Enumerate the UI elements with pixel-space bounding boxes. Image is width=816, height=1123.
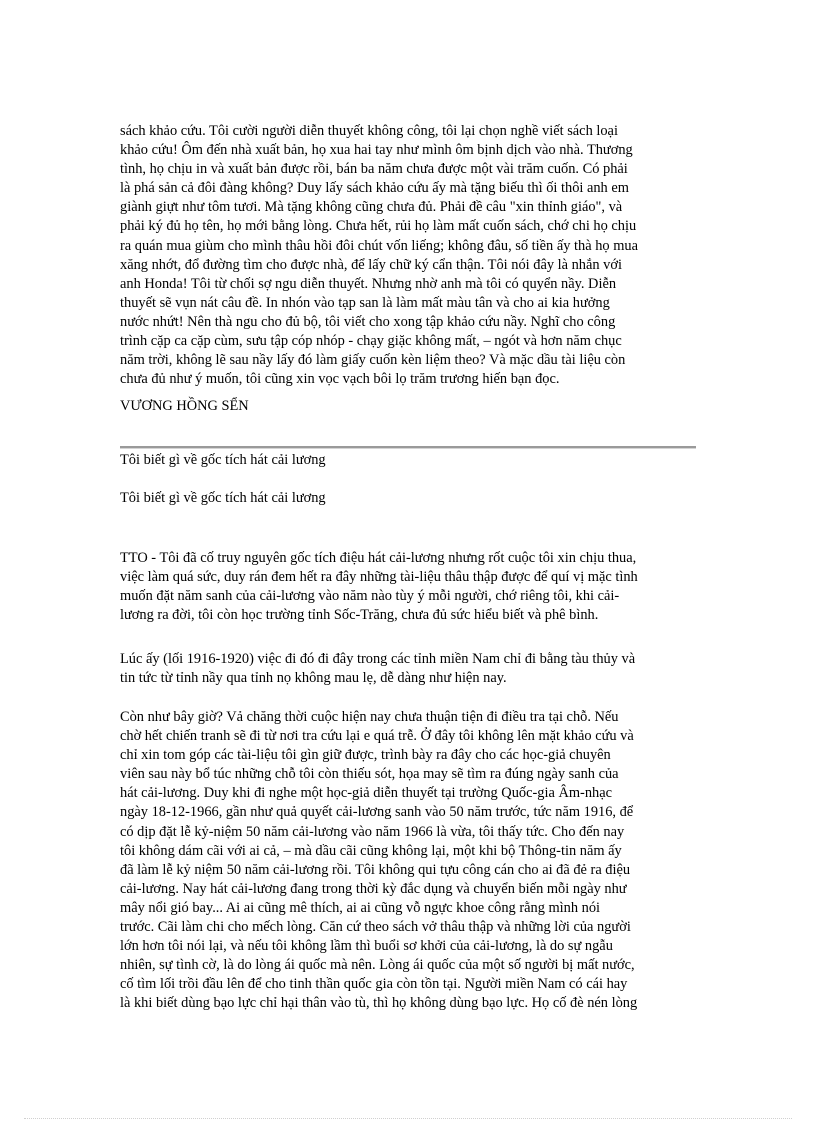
intro-paragraph: sách khảo cứu. Tôi cười người diễn thuyết không công, tôi lại chọn nghề viết sách loại khảo cứu! Ôm đến nhà xuất bản, họ xua hai tay như mình ôm bịnh dịch vào nhà. Thương tình, họ chịu in và xuất bản được rồi, bán ba năm chưa được một vài trăm cuốn. Có phải là phá sản cả đôi đàng không? Duy lấy sách khảo cứu ấy mà tặng biếu thì ối thôi anh em giành giựt như tôm tươi. Mà tặng không cũng chưa đủ. Phải đề câu "xin thỉnh giáo", và phải ký đủ họ tên, họ mới bằng lòng. Chưa hết, rủi họ làm mất cuốn sách, chớ chi họ chịu ra quán mua giùm cho mình thâu hồi đôi chút vốn liếng; không đâu, số tiền ấy thà họ mua xăng nhớt, đổ đường tìm cho được nhà, để lấy chữ ký cẩn thận. Tôi nói đây là nhắn với anh Honda! Tôi từ chối sợ ngu diễn thuyết. Nhưng nhờ anh mà tôi có quyển nầy. Diễn thuyết sẽ vụn nát câu đề. In nhón vào tạp san là làm mất màu tân và cho ai kia hưởng nước nhứt! Nên thà ngu cho đủ bộ, tôi viết cho xong tập khảo cứu nầy. Nghĩ cho công trình cặp ca cặp cùm, sưu tập cóp nhóp - chạy giặc không mất, – ngót và hơn năm chục năm trời, không lẽ sau nầy lấy đó làm giấy cuốn kèn liệm theo? Và mặc dầu tài liệu còn chưa đủ như ý muốn, tôi cũng xin vọc vạch bôi lọ trăm trương hiến bạn đọc.	[120, 123, 638, 388]
document-page	[120, 122, 696, 389]
article-paragraph-3: Còn như bây giờ? Vả chăng thời cuộc hiện nay chưa thuận tiện đi điều tra tại chỗ. Nếu chờ hết chiến tranh sẽ đi từ nơi tra cứu lại e quá trễ. Ở đây tôi không lên mặt khảo cứu và chỉ xin tom góp các tài-liệu tôi gìn giữ được, trình bày ra đây cho các học-giả chuyên viên sau này bổ túc những chỗ tôi còn thiếu sót, họa may sẽ tìm ra đúng ngày sanh của hát cải-lương. Duy khi đi nghe một học-giả diễn thuyết tại trường Quốc-gia Âm-nhạc ngày 18-12-1966, gần như quả quyết cải-lương sanh vào 50 năm trước, tức năm 1916, để có dịp đặt lễ kỷ-niệm 50 năm cải-lương vào năm 1966 là vừa, tôi thấy tức. Cho đến nay tôi không dám cãi với ai cả, – mà dầu cãi cũng không lại, một khi bộ Thông-tin năm ấy đã làm lễ kỷ niệm 50 năm cải-lương rồi. Tôi không qui tựu công cán cho ai đã đẻ ra điệu cải-lương. Nay hát cải-lương đang trong thời kỳ đắc dụng và chuyển biến mỗi ngày như mây nổi gió bay... Ai ai cũng mê thích, ai ai cũng vỗ ngực khoe công rằng mình nói trước. Cãi làm chi cho mếch lòng. Căn cứ theo sách vở thâu thập và những lời của người lớn hơn tôi nói lại, và nếu tôi không lầm thì buổi sơ khởi của cải-lương, là do sự ngẫu nhiên, sự tình cờ, là do lòng ái quốc mà nên. Lòng ái quốc của một số người bị mất nước, cố tìm lối trồi đầu lên để cho tinh thần quốc gia còn tồn tại. Người miền Nam có cái hay là khi biết dùng bạo lực chỉ hại thân vào tù, thì họ không dùng bạo lực. Họ cố đè nén lòng	[120, 709, 638, 1012]
page-bottom-border	[24, 1118, 792, 1119]
article-paragraph-2-block	[120, 650, 696, 688]
article-title-secondary: Tôi biết gì về gốc tích hát cải lương	[120, 490, 326, 506]
article-paragraph-1-block	[120, 549, 696, 625]
author-signature: VƯƠNG HỒNG SỂN	[120, 398, 249, 414]
horizontal-divider	[120, 446, 696, 449]
article-paragraph-3-block	[120, 708, 696, 1014]
article-paragraph-2: Lúc ấy (lối 1916-1920) việc đi đó đi đây trong các tỉnh miền Nam chỉ đi bằng tàu thủy và tin tức từ tỉnh nầy qua tỉnh nọ không mau lẹ, dễ dàng như hiện nay.	[120, 651, 636, 687]
article-title-primary: Tôi biết gì về gốc tích hát cải lương	[120, 452, 326, 468]
article-paragraph-1: TTO - Tôi đã cố truy nguyên gốc tích điệu hát cải-lương nhưng rốt cuộc tôi xin chịu thua, việc làm quá sức, duy rán đem hết ra đây những tài-liệu thâu thập được để quí vị mặc tình muốn đặt năm sanh của cải-lương vào năm nào tùy ý mỗi người, chớ riêng tôi, khi cải- lương ra đời, tôi còn học trường tỉnh Sốc-Trăng, chưa đủ sức hiểu biết và phê bình.	[120, 550, 638, 624]
